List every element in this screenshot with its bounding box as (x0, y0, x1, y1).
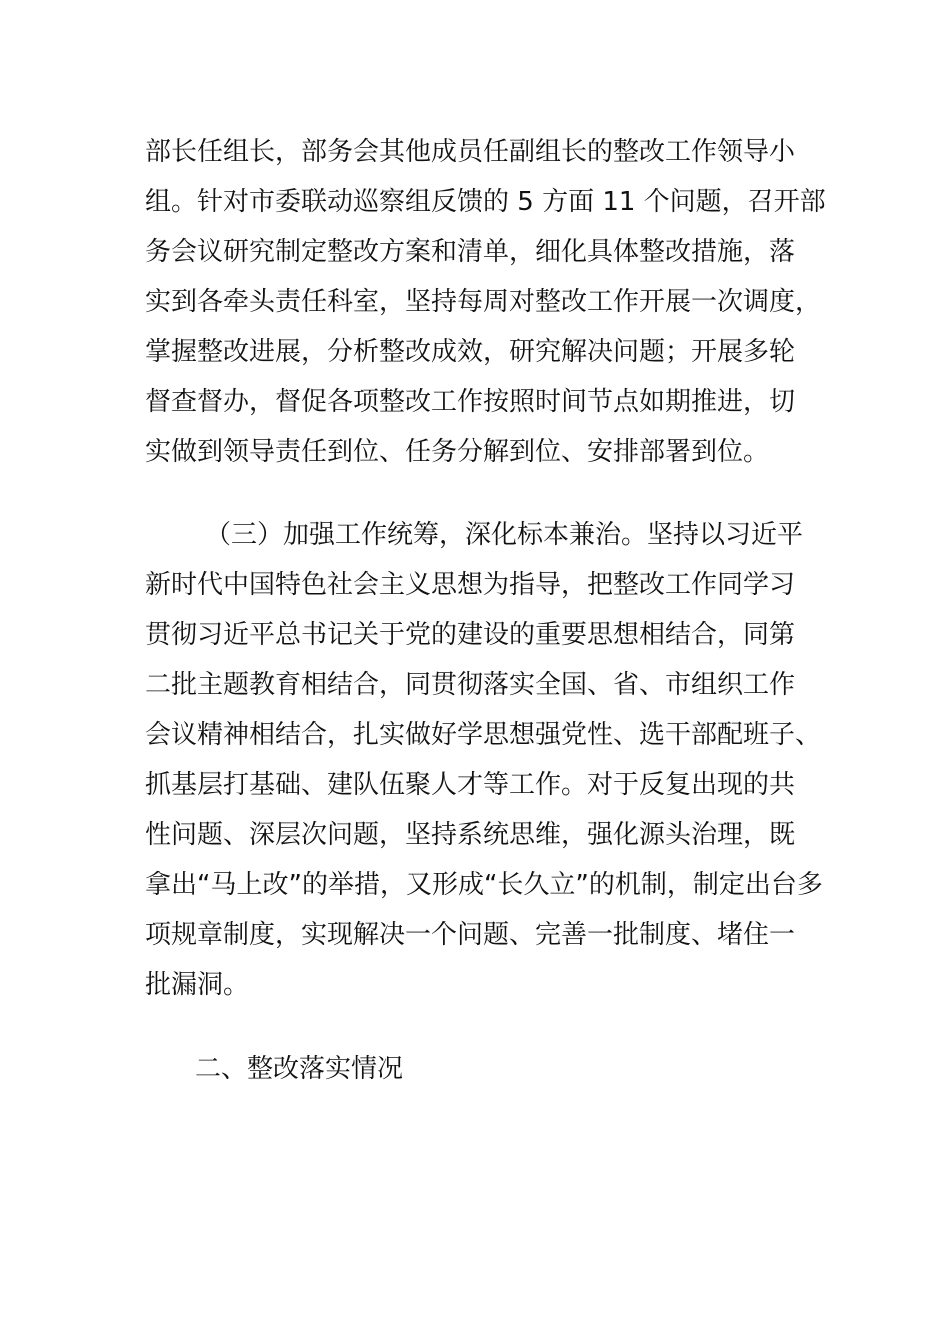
text-line-first: （三）加强工作统筹，深化标本兼治。坚持以习近平 (205, 520, 804, 550)
text-line: 性问题、深层次问题，坚持系统思维，强化源头治理，既 (145, 820, 796, 850)
text-line: 掌握整改进展，分析整改成效，研究解决问题；开展多轮 (145, 337, 796, 367)
text-line: 二批主题教育相结合，同贯彻落实全国、省、市组织工作 (145, 670, 796, 700)
paragraph-section-3 (145, 510, 823, 1010)
text-line: 会议精神相结合，扎实做好学思想强党性、选干部配班子、 (145, 720, 822, 750)
text-line: 拿出“马上改”的举措，又形成“长久立”的机制，制定出台多 (145, 870, 823, 900)
text-line: 实到各牵头责任科室，坚持每周对整改工作开展一次调度， (145, 287, 822, 317)
section-heading (145, 1044, 815, 1094)
text-line: 实做到领导责任到位、任务分解到位、安排部署到位。 (145, 437, 770, 467)
text-line: 督查督办，督促各项整改工作按照时间节点如期推进，切 (145, 387, 796, 417)
text-line: 新时代中国特色社会主义思想为指导，把整改工作同学习 (145, 570, 796, 600)
text-line: 批漏洞。 (145, 970, 250, 1000)
text-line: 务会议研究制定整改方案和清单，细化具体整改措施，落 (145, 237, 796, 267)
text-line: 部长任组长，部务会其他成员任副组长的整改工作领导小 (145, 137, 796, 167)
text-line: 抓基层打基础、建队伍聚人才等工作。对于反复出现的共 (145, 770, 796, 800)
text-line: 项规章制度，实现解决一个问题、完善一批制度、堵住一 (145, 920, 796, 950)
text-line: 组。针对市委联动巡察组反馈的 5 方面 11 个问题，召开部 (145, 187, 826, 217)
text-line: 贯彻习近平总书记关于党的建设的重要思想相结合，同第 (145, 620, 796, 650)
section-heading-text: 二、整改落实情况 (195, 1054, 404, 1084)
paragraph-continuation (145, 127, 826, 477)
